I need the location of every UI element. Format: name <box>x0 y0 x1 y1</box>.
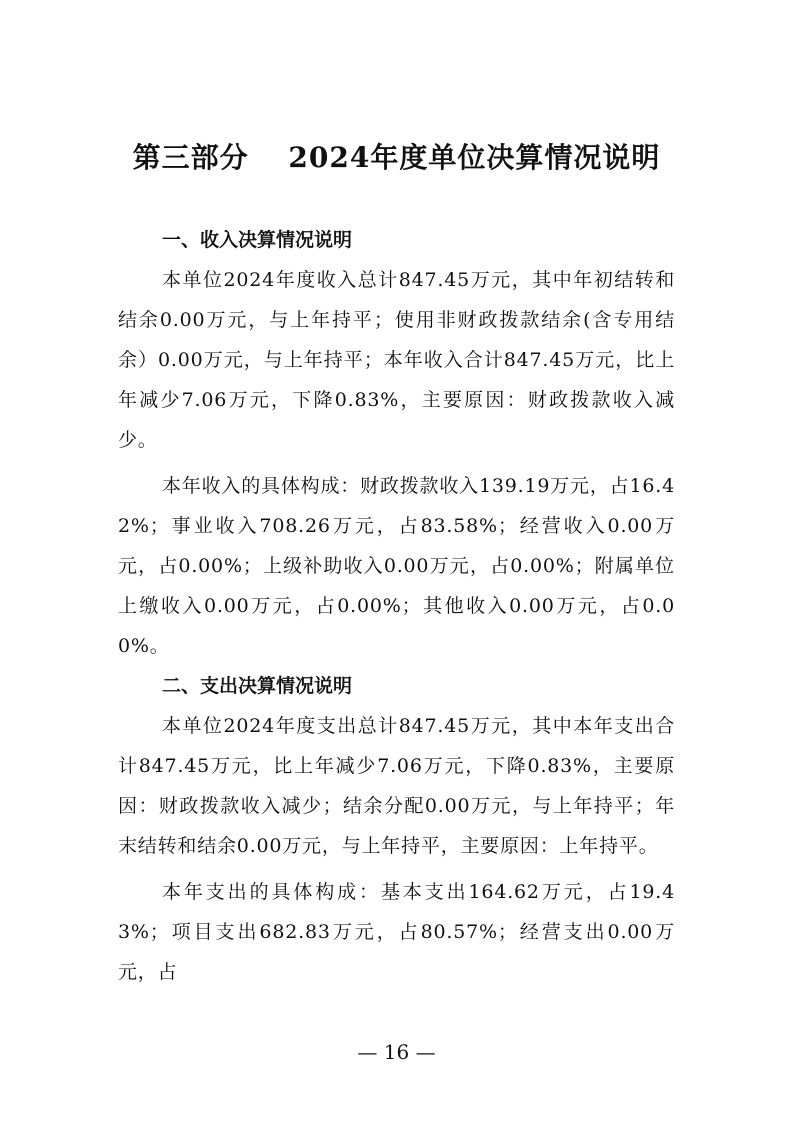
section-heading-income: 一、收入决算情况说明 <box>162 229 353 251</box>
income-summary-paragraph: 本单位2024年度收入总计847.45万元，其中年初结转和结余0.00万元，与上年持平；使用非财政拨款结余(含专用结余）0.00万元，与上年持平；本年收入合计847.45万元，比上年减少7.06万元，下降0.83%，主要原因：财政拨款收入减少。 <box>118 269 675 451</box>
section-income <box>118 220 675 666</box>
section-expenditure <box>118 666 675 992</box>
section-heading-expenditure: 二、支出决算情况说明 <box>162 675 353 697</box>
page-title: 第三部分 2024年度单位决算情况说明 <box>132 141 661 174</box>
expenditure-composition-paragraph: 本年支出的具体构成：基本支出164.62万元，占19.43%；项目支出682.83万元，占80.57%；经营支出0.00万元，占 <box>118 881 675 983</box>
document-body <box>118 220 675 992</box>
expenditure-summary-paragraph: 本单位2024年度支出总计847.45万元，其中本年支出合计847.45万元，比上年减少7.06万元，下降0.83%，主要原因：财政拨款收入减少；结余分配0.00万元，与上年持平；年末结转和结余0.00万元，与上年持平，主要原因：上年持平。 <box>118 715 675 857</box>
income-composition-paragraph: 本年收入的具体构成：财政拨款收入139.19万元，占16.42%；事业收入708.26万元，占83.58%；经营收入0.00万元，占0.00%；上级补助收入0.00万元，占0.00%；附属单位上缴收入0.00万元，占0.00%；其他收入0.00万元，占0.00%。 <box>118 475 675 657</box>
page-number: — 16 — <box>357 1040 436 1064</box>
